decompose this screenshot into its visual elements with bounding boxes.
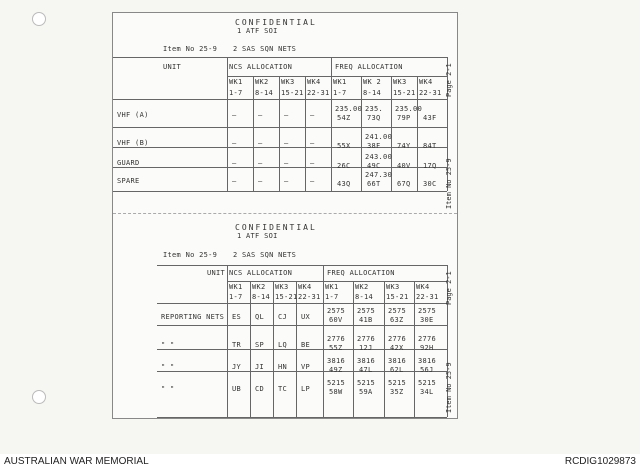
freq-allocation-header: FREQ ALLOCATION — [335, 63, 403, 71]
freq-value: 2776 — [357, 335, 376, 343]
net-title: 2 SAS SQN NETS — [233, 251, 297, 259]
table-rule — [157, 265, 447, 266]
week-label: WK3 — [275, 283, 289, 291]
week-label: WK1 — [229, 283, 243, 291]
week-label: WK3 — [281, 78, 295, 86]
freq-value: 243.00 — [365, 153, 393, 161]
freq-code: 30C — [423, 180, 437, 188]
document-title: CONFIDENTIAL — [235, 223, 317, 232]
item-number-margin: Item No 25-9 — [445, 158, 453, 209]
week-label: WK4 — [307, 78, 321, 86]
freq-code: 55Z — [329, 344, 343, 352]
freq-code: 54Z — [337, 114, 351, 122]
document-subtitle: 1 ATF SOI — [237, 232, 278, 240]
archive-id: RCDIG1029873 — [564, 456, 636, 467]
freq-code: 43Q — [337, 180, 351, 188]
ncs-cell: — — [258, 139, 263, 147]
table-rule — [414, 281, 415, 417]
table-rule — [227, 76, 447, 77]
ncs-cell: — — [258, 159, 263, 167]
column-header-unit: UNIT — [207, 269, 226, 277]
table-rule — [113, 191, 447, 192]
row-unit-label: GUARD — [117, 159, 140, 167]
freq-allocation-header: FREQ ALLOCATION — [327, 269, 395, 277]
page-number-margin: Page 2-1 — [445, 63, 453, 97]
freq-code: 49Z — [329, 366, 343, 374]
freq-code: 40V — [397, 162, 411, 170]
freq-code: 49C — [367, 162, 381, 170]
freq-value: 2575 — [388, 307, 407, 315]
punch-hole — [32, 390, 46, 404]
ncs-cell: HN — [278, 363, 288, 371]
week-label: WK3 — [386, 283, 400, 291]
ncs-cell: — — [310, 111, 315, 119]
freq-code: 47L — [359, 366, 373, 374]
ncs-cell: CJ — [278, 313, 288, 321]
freq-code: 58W — [329, 388, 343, 396]
freq-value: 2575 — [357, 307, 376, 315]
day-range: 22-31 — [416, 293, 439, 301]
ncs-cell: — — [284, 111, 289, 119]
ncs-cell: JI — [255, 363, 265, 371]
table-rule — [113, 57, 447, 58]
freq-code: 92H — [420, 344, 434, 352]
day-range: 15-21 — [281, 89, 304, 97]
freq-value: 5215 — [327, 379, 346, 387]
ncs-cell: — — [284, 159, 289, 167]
freq-code: 60V — [329, 316, 343, 324]
ncs-cell: — — [258, 111, 263, 119]
ncs-cell: — — [232, 111, 237, 119]
freq-code: 30E — [420, 316, 434, 324]
freq-code: 67Q — [397, 180, 411, 188]
ncs-cell: TR — [232, 341, 242, 349]
ncs-cell: — — [284, 139, 289, 147]
week-label: WK1 — [229, 78, 243, 86]
column-header-unit: UNIT — [163, 63, 182, 71]
freq-code: 56J — [420, 366, 434, 374]
ncs-cell: UB — [232, 385, 242, 393]
freq-code: 62L — [390, 366, 404, 374]
day-range: 1-7 — [229, 293, 243, 301]
table-rule — [250, 281, 251, 417]
table-rule — [361, 76, 362, 191]
row-unit-label: REPORTING NETS — [161, 313, 225, 321]
ncs-cell: — — [310, 177, 315, 185]
row-unit-label: " " — [161, 363, 175, 371]
soi-section-bottom — [113, 217, 457, 417]
table-rule — [113, 99, 447, 100]
freq-value: 2776 — [418, 335, 437, 343]
freq-value: 235.00 — [335, 105, 363, 113]
week-label: WK1 — [325, 283, 339, 291]
freq-code: 41B — [359, 316, 373, 324]
freq-code: 63Z — [390, 316, 404, 324]
ncs-cell: UX — [301, 313, 311, 321]
table-rule — [157, 325, 447, 326]
page-divider — [113, 213, 457, 214]
freq-code: 74Y — [397, 142, 411, 150]
document-subtitle: 1 ATF SOI — [237, 27, 278, 35]
freq-code: 55X — [337, 142, 351, 150]
day-range: 15-21 — [393, 89, 416, 97]
row-unit-label: VHF (B) — [117, 139, 149, 147]
ncs-cell: VP — [301, 363, 311, 371]
ncs-cell: — — [258, 177, 263, 185]
freq-value: 2776 — [327, 335, 346, 343]
ncs-cell: — — [284, 177, 289, 185]
soi-section-top — [113, 13, 457, 213]
row-unit-label: " " — [161, 385, 175, 393]
ncs-cell: CD — [255, 385, 265, 393]
item-number: Item No 25-9 — [163, 45, 218, 53]
day-range: 22-31 — [298, 293, 321, 301]
freq-value: 2575 — [418, 307, 437, 315]
freq-code: 66T — [367, 180, 381, 188]
week-label: WK2 — [255, 78, 269, 86]
table-rule — [384, 281, 385, 417]
week-label: WK2 — [252, 283, 266, 291]
page-number-margin: Page 2-1 — [445, 271, 453, 305]
ncs-cell: TC — [278, 385, 288, 393]
freq-code: 35Z — [390, 388, 404, 396]
freq-value: 2776 — [388, 335, 407, 343]
ncs-cell: — — [310, 159, 315, 167]
table-rule — [227, 265, 228, 417]
table-rule — [323, 265, 324, 417]
item-number-margin: Item No 25-9 — [445, 362, 453, 413]
freq-code: 26C — [337, 162, 351, 170]
freq-code: 17Q — [423, 162, 437, 170]
day-range: 1-7 — [229, 89, 243, 97]
freq-code: 12J — [359, 344, 373, 352]
ncs-cell: — — [232, 139, 237, 147]
freq-value: 5215 — [388, 379, 407, 387]
table-rule — [227, 57, 228, 191]
day-range: 22-31 — [419, 89, 442, 97]
freq-value: 247.30 — [365, 171, 393, 179]
ncs-cell: JY — [232, 363, 242, 371]
ncs-cell: LP — [301, 385, 311, 393]
freq-code: 34L — [420, 388, 434, 396]
ncs-allocation-header: NCS ALLOCATION — [229, 269, 293, 277]
ncs-cell: ES — [232, 313, 242, 321]
freq-code: 73Q — [367, 114, 381, 122]
freq-value: 3816 — [357, 357, 376, 365]
week-label: WK3 — [393, 78, 407, 86]
ncs-cell: SP — [255, 341, 265, 349]
week-label: WK 2 — [363, 78, 382, 86]
item-number: Item No 25-9 — [163, 251, 218, 259]
table-rule — [279, 76, 280, 191]
punch-hole — [32, 12, 46, 26]
week-label: WK2 — [355, 283, 369, 291]
freq-code: 42X — [390, 344, 404, 352]
week-label: WK4 — [419, 78, 433, 86]
table-rule — [417, 76, 418, 191]
table-rule — [331, 57, 332, 191]
table-rule — [353, 281, 354, 417]
freq-code: 59A — [359, 388, 373, 396]
row-unit-label: " " — [161, 341, 175, 349]
freq-value: 235.00 — [395, 105, 423, 113]
freq-code: 84T — [423, 142, 437, 150]
freq-value: 3816 — [388, 357, 407, 365]
week-label: WK4 — [298, 283, 312, 291]
table-rule — [273, 281, 274, 417]
day-range: 8-14 — [255, 89, 274, 97]
week-label: WK4 — [416, 283, 430, 291]
freq-value: 3816 — [418, 357, 437, 365]
freq-value: 5215 — [418, 379, 437, 387]
row-unit-label: SPARE — [117, 177, 140, 185]
document-sheet — [112, 12, 458, 419]
table-rule — [296, 281, 297, 417]
day-range: 8-14 — [355, 293, 374, 301]
day-range: 1-7 — [333, 89, 347, 97]
net-title: 2 SAS SQN NETS — [233, 45, 297, 53]
table-rule — [157, 417, 447, 418]
freq-code: 38F — [367, 142, 381, 150]
freq-value: 3816 — [327, 357, 346, 365]
freq-code: 43F — [423, 114, 437, 122]
table-rule — [305, 76, 306, 191]
table-rule — [253, 76, 254, 191]
ncs-cell: — — [232, 159, 237, 167]
ncs-cell: BE — [301, 341, 311, 349]
document-title: CONFIDENTIAL — [235, 18, 317, 27]
ncs-cell: — — [310, 139, 315, 147]
ncs-cell: QL — [255, 313, 265, 321]
freq-value: 2575 — [327, 307, 346, 315]
table-rule — [157, 303, 447, 304]
day-range: 15-21 — [386, 293, 409, 301]
day-range: 22-31 — [307, 89, 330, 97]
archive-label: AUSTRALIAN WAR MEMORIAL — [4, 456, 149, 467]
day-range: 8-14 — [252, 293, 271, 301]
freq-code: 79P — [397, 114, 411, 122]
day-range: 8-14 — [363, 89, 382, 97]
freq-value: 235. — [365, 105, 384, 113]
freq-value: 241.00 — [365, 133, 393, 141]
table-rule — [113, 127, 447, 128]
ncs-cell: — — [232, 177, 237, 185]
day-range: 1-7 — [325, 293, 339, 301]
ncs-allocation-header: NCS ALLOCATION — [229, 63, 293, 71]
ncs-cell: LQ — [278, 341, 288, 349]
freq-value: 5215 — [357, 379, 376, 387]
week-label: WK1 — [333, 78, 347, 86]
row-unit-label: VHF (A) — [117, 111, 149, 119]
day-range: 15-21 — [275, 293, 298, 301]
